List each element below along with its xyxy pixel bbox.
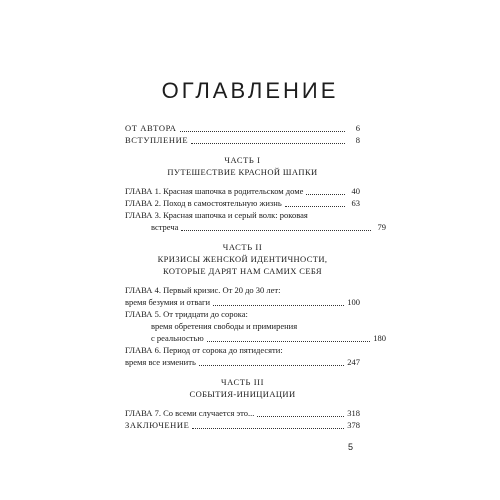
part-title: ПУТЕШЕСТВИЕ КРАСНОЙ ШАПКИ	[167, 167, 318, 177]
toc-entry-page: 6	[355, 123, 360, 133]
toc-entry-page: 247	[347, 357, 360, 367]
toc-entry-from-author[interactable]	[125, 122, 360, 134]
leader-dots	[306, 194, 345, 195]
toc-entry-label: ГЛАВА 1. Красная шапочка в родительском доме	[125, 186, 304, 196]
toc-entry-chapter-6[interactable]	[125, 344, 360, 368]
toc-entry-label-continued: время обретения свободы и примирения	[151, 321, 298, 331]
part-title-line-2: КОТОРЫЕ ДАРЯТ НАМ САМИХ СЕБЯ	[162, 266, 323, 276]
toc-entry-chapter-1[interactable]	[125, 185, 360, 197]
toc-entry-label: ГЛАВА 7. Со всеми случается это...	[125, 408, 255, 418]
leader-dots	[180, 131, 345, 132]
leader-dots	[199, 365, 344, 366]
toc-entry-page: 8	[355, 135, 360, 145]
toc-entry-label: ГЛАВА 2. Поход в самостоятельную жизнь	[125, 198, 282, 208]
toc-entry-page: 79	[377, 222, 386, 232]
toc-entry-conclusion[interactable]	[125, 419, 360, 431]
table-of-contents	[125, 122, 386, 431]
leader-dots	[285, 206, 345, 207]
leader-dots	[181, 230, 371, 231]
page-title: ОГЛАВЛЕНИЕ	[161, 78, 339, 103]
toc-entry-label-continued: время безумия и отваги	[125, 297, 211, 307]
toc-entry-label: ОТ АВТОРА	[125, 123, 177, 133]
leader-dots	[192, 428, 344, 429]
toc-entry-label-continued: время все изменить	[125, 357, 196, 367]
page-number: 5	[348, 442, 354, 452]
toc-entry-chapter-5[interactable]	[125, 308, 386, 344]
leader-dots	[207, 341, 371, 342]
part-number: ЧАСТЬ III	[221, 377, 264, 387]
toc-entry-label-continued: встреча	[151, 222, 179, 232]
toc-entry-page: 100	[347, 297, 360, 307]
part-title-line-1: КРИЗИСЫ ЖЕНСКОЙ ИДЕНТИЧНОСТИ,	[157, 254, 328, 264]
toc-entry-label: ВСТУПЛЕНИЕ	[125, 135, 189, 145]
toc-entry-page: 40	[351, 186, 360, 196]
toc-entry-chapter-7[interactable]	[125, 407, 360, 419]
toc-entry-introduction[interactable]	[125, 134, 360, 146]
part-number: ЧАСТЬ I	[224, 155, 261, 165]
leader-dots	[191, 143, 345, 144]
toc-entry-page: 180	[373, 333, 386, 343]
toc-entry-label: ГЛАВА 3. Красная шапочка и серый волк: роковая	[125, 210, 308, 220]
toc-entry-chapter-3[interactable]	[125, 209, 386, 233]
leader-dots	[257, 416, 344, 417]
toc-entry-chapter-4[interactable]	[125, 284, 360, 308]
part-title: СОБЫТИЯ-ИНИЦИАЦИИ	[189, 389, 296, 399]
toc-entry-chapter-2[interactable]	[125, 197, 360, 209]
toc-entry-label-continued: с реальностью	[151, 333, 204, 343]
toc-entry-page: 63	[351, 198, 360, 208]
toc-entry-label: ЗАКЛЮЧЕНИЕ	[125, 420, 190, 430]
toc-entry-label: ГЛАВА 4. Первый кризис. От 20 до 30 лет:	[125, 285, 281, 295]
leader-dots	[213, 305, 344, 306]
part-number: ЧАСТЬ II	[222, 242, 263, 252]
toc-entry-page: 378	[347, 420, 360, 430]
toc-entry-label: ГЛАВА 5. От тридцати до сорока:	[125, 309, 248, 319]
toc-entry-label: ГЛАВА 6. Период от сорока до пятидесяти:	[125, 345, 283, 355]
toc-entry-page: 318	[347, 408, 360, 418]
